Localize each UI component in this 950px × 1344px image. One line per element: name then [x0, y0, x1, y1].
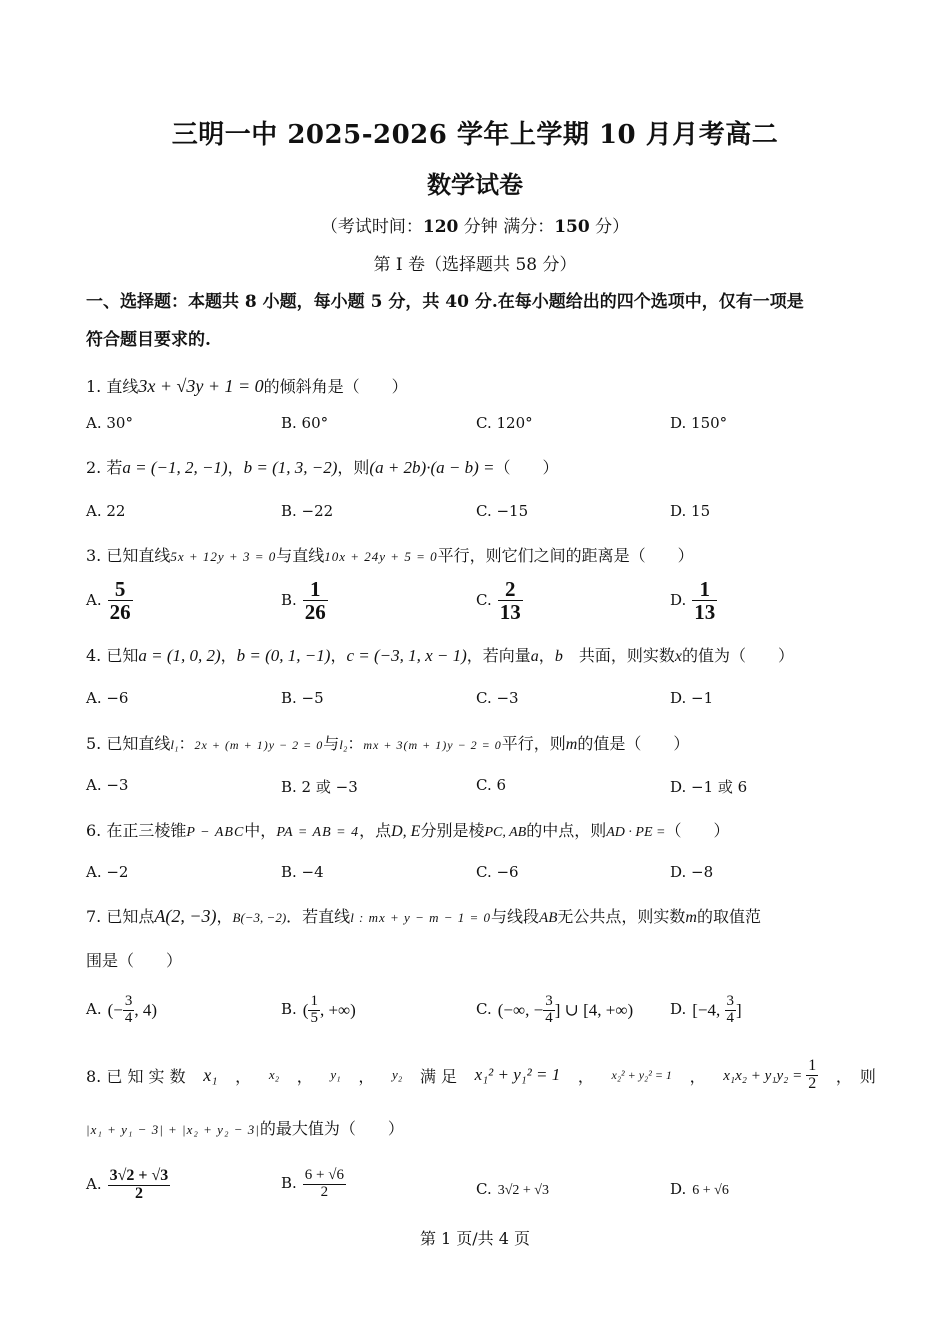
q2-option-a[interactable]: A. 22 — [86, 502, 126, 520]
q1-option-a[interactable]: A. 30° — [86, 414, 133, 432]
question-1: 1. 直线3x + √3y + 1 = 0的倾斜角是（ ） — [86, 376, 408, 396]
q2-option-c[interactable]: C. −15 — [476, 502, 529, 520]
q4-option-b[interactable]: B. −5 — [281, 689, 324, 707]
question-8-line2: |x₁ + y₁ − 3| + |x₂ + y₂ − 3|的最大值为（ ） — [86, 1119, 404, 1138]
q5-option-c[interactable]: C. 6 — [476, 776, 507, 794]
q4-option-a[interactable]: A. −6 — [86, 689, 129, 707]
q3-line-2: 10x + 24y + 5 = 0 — [324, 549, 438, 564]
q8-option-a[interactable]: A. $\frac{3√2 + √3}{2}$ — [86, 1167, 169, 1202]
q2-vector-b: b = (1, 3, −2) — [243, 458, 338, 477]
q2-expression: (a + 2b)·(a − b) = — [369, 458, 495, 477]
q6-expression: AD · PE = — [606, 825, 666, 840]
instructions-line1: 一、选择题：本题共 8 小题，每小题 5 分，共 40 分.在每小题给出的四个选项中，仅有一项是 — [86, 292, 804, 312]
q1-option-c[interactable]: C. 120° — [476, 414, 533, 432]
instructions-line2: 符合题目要求的. — [86, 330, 211, 350]
question-4: 4. 已知a = (1, 0, 2)，b = (0, 1, −1)，c = (−3, 1, x − 1)，若向量a，b 共面，则实数x的值为（ ） — [86, 646, 794, 665]
q2-option-d[interactable]: D. 15 — [670, 502, 711, 520]
question-7-line2: 围是（ ） — [86, 951, 183, 970]
q5-line-1: 2x + (m + 1)y − 2 = 0 — [194, 738, 324, 752]
exam-title: 三明一中 2025-2026 学年上学期 10 月月考高二 — [171, 120, 779, 150]
q4-vector-b: b = (0, 1, −1) — [236, 646, 331, 665]
q5-option-d[interactable]: D. −1 或 6 — [670, 778, 748, 796]
question-8: 8. 已 知 实 数 x₁ ， x₂ ， y₁ ， y₂ 满 足 x₁² + y₁² = 1 ， x₂² + y₂² = 1 ， x₁x₂ + y₁y₂ = $\frac{1}{2}$ ， 则 — [86, 1057, 876, 1092]
q8-option-d[interactable]: D. 6 + √6 — [670, 1180, 729, 1198]
question-3: 3. 已知直线5x + 12y + 3 = 0与直线10x + 24y + 5 = 0平行，则它们之间的距离是（ ） — [86, 546, 694, 565]
q6-option-d[interactable]: D. −8 — [670, 863, 714, 881]
q4-vector-a: a = (1, 0, 2) — [138, 646, 221, 665]
q7-option-d[interactable]: D. [−4, $\frac{3}{4}$ ] — [670, 993, 742, 1026]
q3-line-1: 5x + 12y + 3 = 0 — [170, 549, 277, 564]
q5-option-a[interactable]: A. −3 — [86, 776, 129, 794]
q1-expression: 3x + √3y + 1 = 0 — [138, 376, 264, 396]
q7-option-a[interactable]: A. (− $\frac{3}{4}$ , 4) — [86, 993, 158, 1026]
section-heading: 第 I 卷（选择题共 58 分） — [373, 255, 577, 275]
q7-option-c[interactable]: C. (−∞, − $\frac{3}{4}$ ] ∪ [4, +∞) — [476, 993, 634, 1026]
exam-meta: （考试时间：120 分钟 满分：150 分） — [320, 217, 630, 237]
page-footer: 第 1 页/共 4 页 — [419, 1229, 531, 1248]
q4-option-c[interactable]: C. −3 — [476, 689, 519, 707]
q5-option-b[interactable]: B. 2 或 −3 — [281, 778, 358, 796]
q2-vector-a: a = (−1, 2, −1) — [122, 458, 228, 477]
q4-vector-c: c = (−3, 1, x − 1) — [346, 646, 467, 665]
question-7: 7. 已知点A(2, −3)，B(−3, −2)．若直线l : mx + y − m − 1 = 0与线段AB无公共点，则实数m的取值范 — [86, 906, 761, 926]
q5-line-2: mx + 3(m + 1)y − 2 = 0 — [363, 738, 502, 752]
q3-option-c[interactable]: C. $\frac{2}{13}$ — [476, 577, 521, 625]
q1-option-b[interactable]: B. 60° — [281, 414, 329, 432]
question-6: 6. 在正三棱锥P − ABC中，PA = AB = 4，点D, E分别是棱PC, AB的中点，则AD · PE =（ ） — [86, 821, 730, 840]
question-2: 2. 若a = (−1, 2, −1)，b = (1, 3, −2)，则(a + 2b)·(a − b) =（ ） — [86, 458, 559, 477]
q3-option-a[interactable]: A. $\frac{5}{26}$ — [86, 577, 131, 625]
q2-option-b[interactable]: B. −22 — [281, 502, 334, 520]
q8-option-b[interactable]: B. $\frac{6 + √6}{2}$ — [281, 1167, 344, 1200]
q7-option-b[interactable]: B. ( $\frac{1}{5}$ , +∞) — [281, 993, 356, 1026]
question-5: 5. 已知直线l₁：2x + (m + 1)y − 2 = 0与l₂：mx + 3(m + 1)y − 2 = 0平行，则m的值是（ ） — [86, 734, 690, 753]
q6-option-c[interactable]: C. −6 — [476, 863, 519, 881]
q7-line: l : mx + y − m − 1 = 0 — [350, 910, 492, 925]
q6-option-a[interactable]: A. −2 — [86, 863, 129, 881]
q6-option-b[interactable]: B. −4 — [281, 863, 324, 881]
q3-option-d[interactable]: D. $\frac{1}{13}$ — [670, 577, 716, 625]
q8-expression: |x₁ + y₁ − 3| + |x₂ + y₂ − 3| — [86, 1122, 260, 1137]
q3-option-b[interactable]: B. $\frac{1}{26}$ — [281, 577, 326, 625]
q4-option-d[interactable]: D. −1 — [670, 689, 714, 707]
exam-subtitle: 数学试卷 — [427, 170, 523, 199]
q1-option-d[interactable]: D. 150° — [670, 414, 728, 432]
q8-option-c[interactable]: C. 3√2 + √3 — [476, 1180, 549, 1198]
